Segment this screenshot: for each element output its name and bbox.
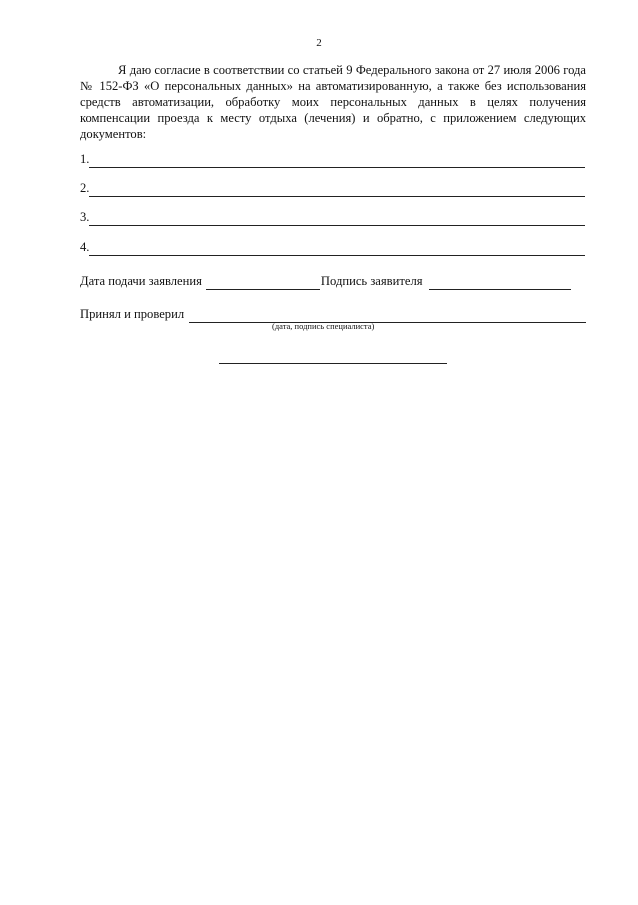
document-line-blank[interactable] [89, 241, 585, 256]
page-number: 2 [316, 37, 322, 49]
document-line-blank[interactable] [89, 182, 585, 197]
signature-row [80, 272, 581, 290]
document-line-blank[interactable] [89, 211, 585, 226]
document-line-2 [80, 179, 585, 197]
end-divider [219, 363, 447, 364]
document-line-number: 3. [80, 210, 90, 224]
document-line-1 [80, 150, 585, 168]
submission-date-blank[interactable] [206, 275, 320, 290]
document-line-3 [80, 208, 585, 226]
document-line-number: 4. [80, 240, 90, 254]
received-by-label: Принял и проверил [80, 307, 185, 321]
document-line-number: 2. [80, 181, 90, 195]
applicant-signature-label: Подпись заявителя [320, 274, 423, 288]
applicant-signature-blank[interactable] [429, 275, 571, 290]
specialist-caption: (дата, подпись специалиста) [272, 321, 375, 331]
document-line-blank[interactable] [89, 153, 585, 168]
submission-date-label: Дата подачи заявления [80, 274, 202, 288]
consent-paragraph: Я даю согласие в соответствии со статьей 9 Федерального закона от 27 июля 2006 года № 152-ФЗ «О персональных данных» на автоматизированную, а также без использования средств автоматизации, обработку моих персональных данных в целях получения компенсации проезда к месту отдыха (лечения) и обратно, с приложением следующих документов: [80, 63, 586, 141]
document-line-number: 1. [80, 152, 90, 166]
received-by-blank[interactable] [189, 308, 586, 323]
document-line-4 [80, 238, 585, 256]
